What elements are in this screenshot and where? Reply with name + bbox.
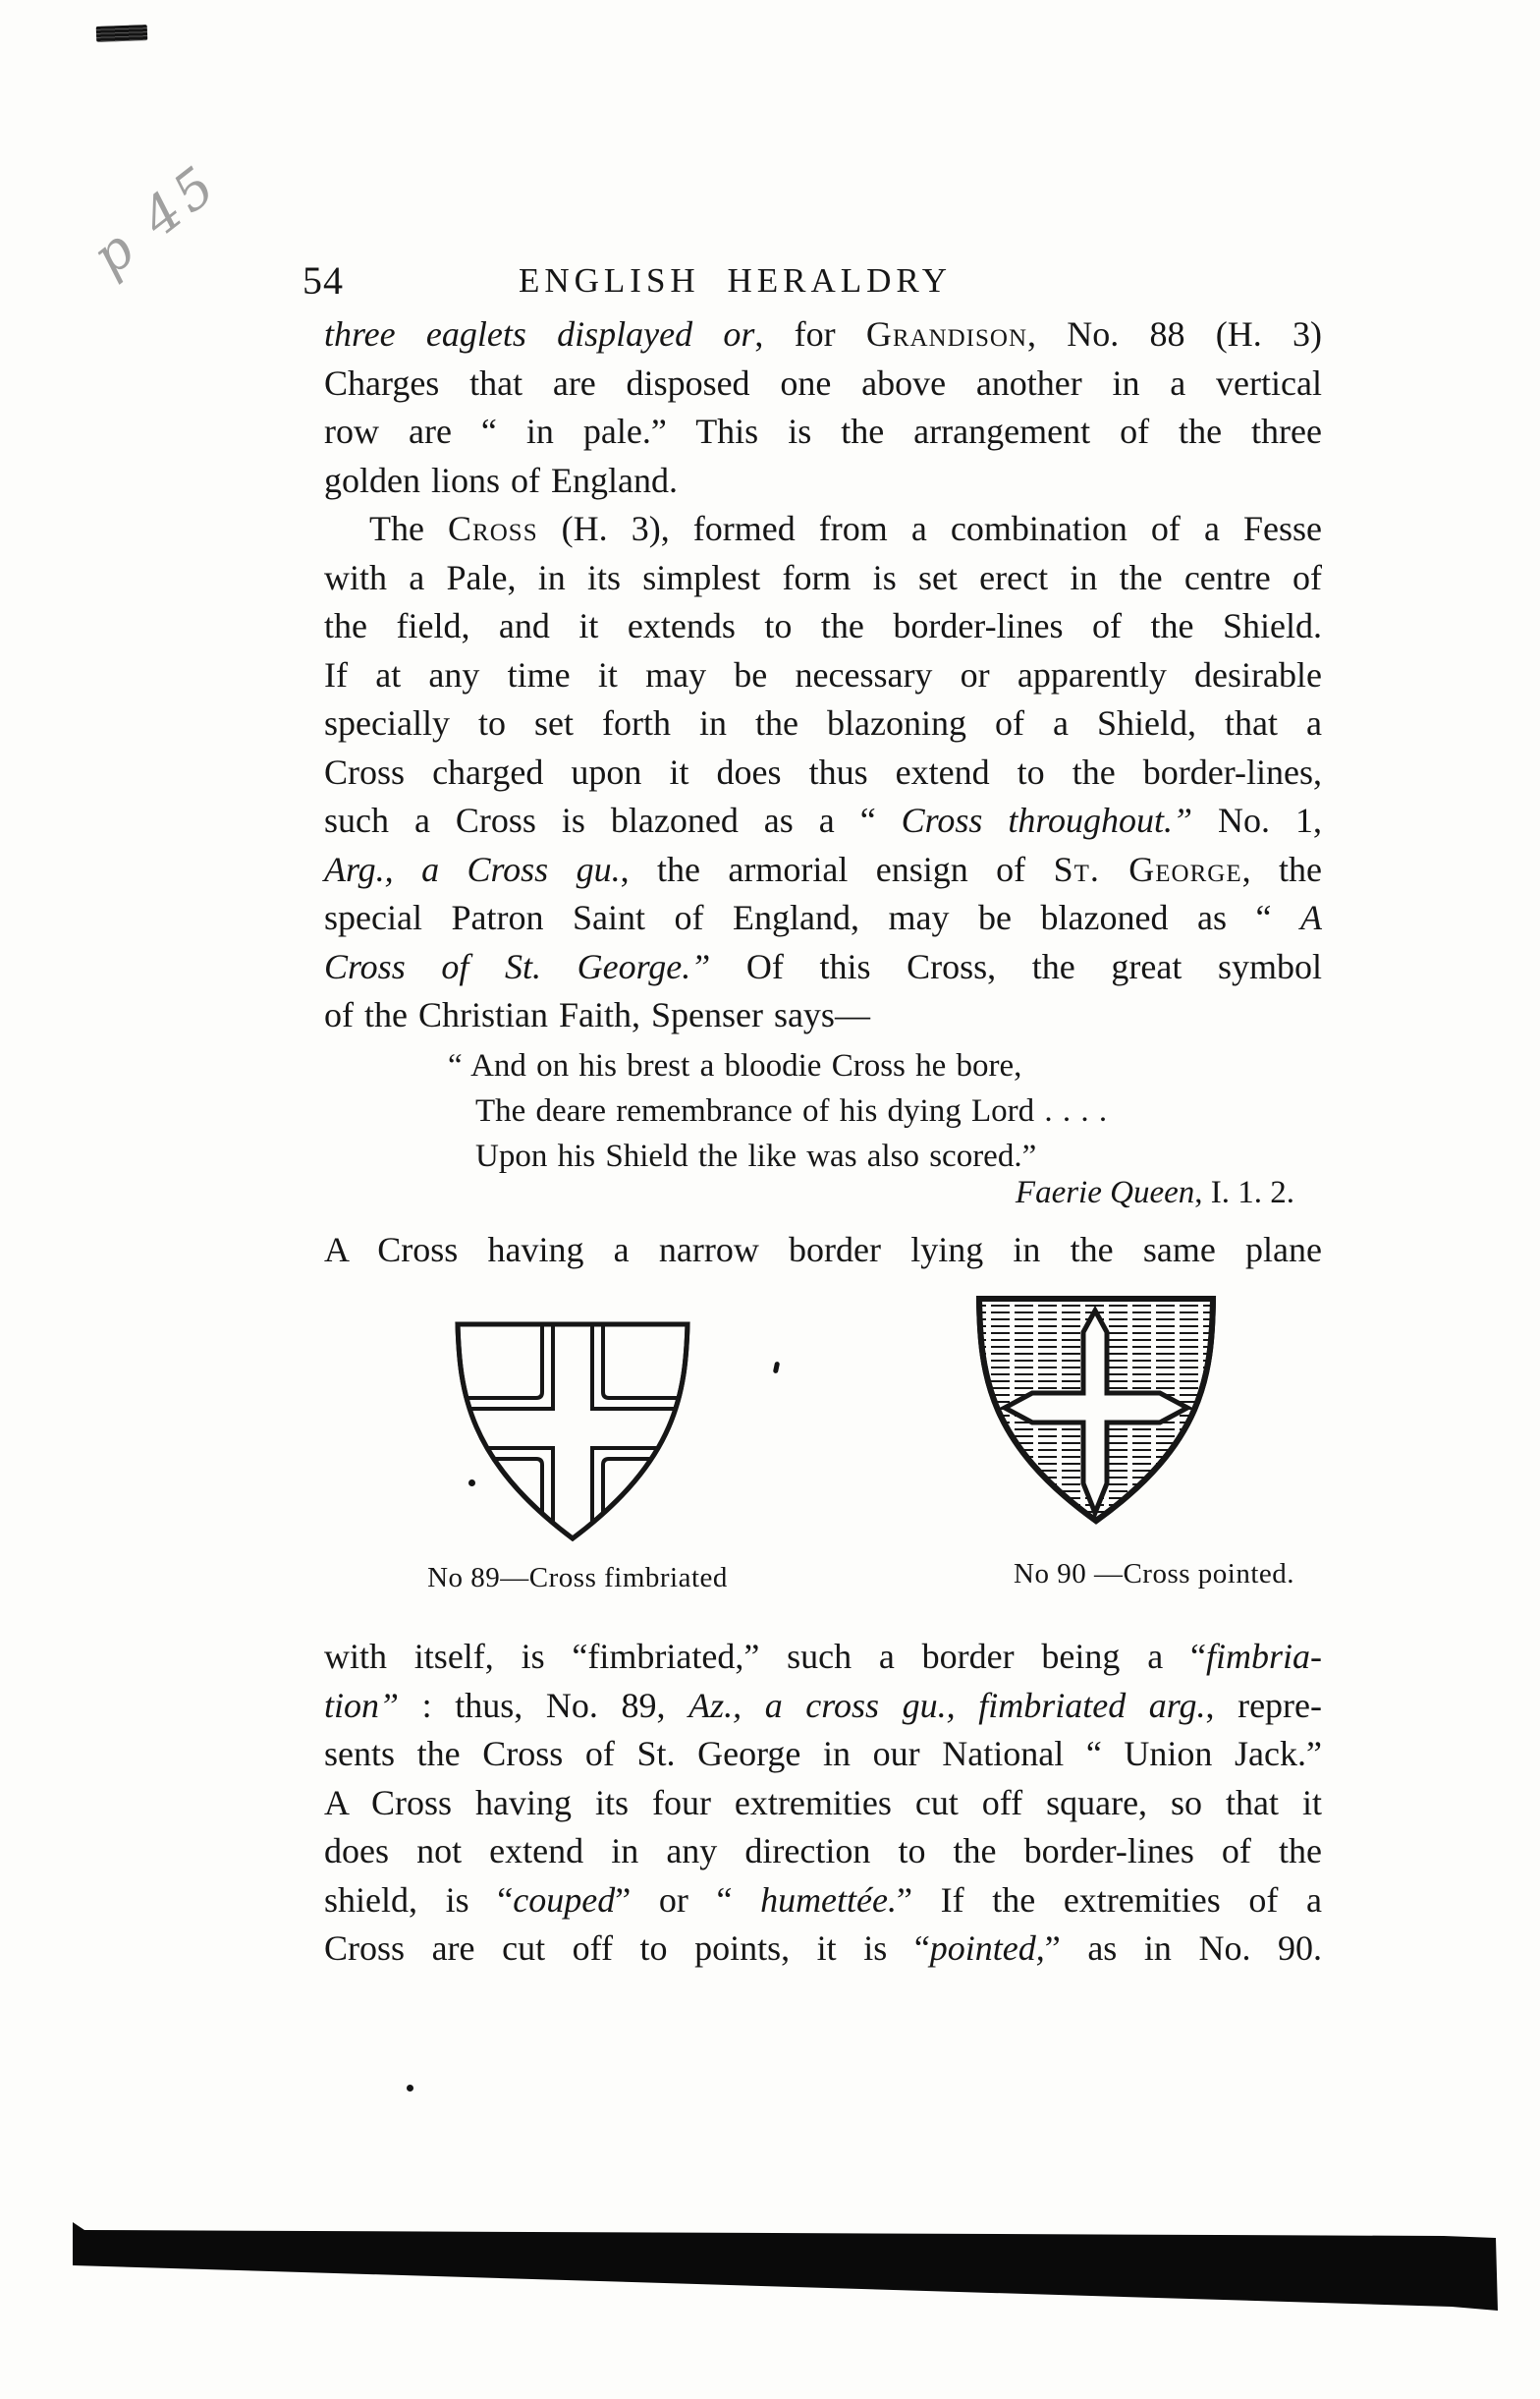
ink-speck [773,1362,780,1374]
page-number: 54 [302,258,344,303]
figure-caption-right: No 90 —Cross pointed. [1014,1558,1294,1590]
spenser-quotation: “ And on his brest a bloodie Cross he bore, The deare remembrance of his dying Lord . . . . Upon his Shield the like was also scored.” [448,1048,1108,1174]
attribution-reference: , I. 1. 2. [1194,1175,1294,1210]
scan-shadow-bar [0,2208,1540,2326]
running-title: ENGLISH HERALDRY [519,261,953,300]
figure-caption-left: No 89—Cross fimbriated [427,1562,728,1593]
pencil-inscription: p 45 [80,151,231,288]
paragraph-opening: three eaglets displayed or, for Grandison, No. 88 (H. 3) Charges that are disposed one above another in a vertical row are “ in pale.” This is the arrangement of the three golden lions of England. [324,314,1322,500]
paragraph-the-cross: The Cross (H. 3), formed from a combination of a Fesse with a Pale, in its simplest form is set erect in the centre of the field, and it extends to the border-lines of the Shield. If at any time it may be necessary or apparently desirable specially to set forth in the blazoning of a Shield, that a Cross charged upon it does thus extend to the border-lines, such a Cross is blazoned as a “ Cross throughout.” No. 1, Arg., a Cross gu., the armorial ensign of St. George, the special Patron Saint of England, may be blazoned as “ A Cross of St. George.” Of this Cross, the great symbol of the Christian Faith, Spenser says— [324,509,1323,1034]
ink-speck [468,1479,475,1486]
scan-smudge-artifact [96,25,148,42]
cross-fimbriated-shield-illustration [444,1314,701,1548]
ink-speck [407,2085,413,2092]
attribution-work-title: Faerie Queen [1015,1175,1195,1210]
paragraph-bridge-line: A Cross having a narrow border lying in the same plane [324,1230,1322,1269]
quotation-attribution [324,1175,1322,1211]
cross-pointed-shield-illustration [967,1289,1225,1531]
paragraph-fimbriated: with itself, is “fimbriated,” such a border being a “fimbria- tion” : thus, No. 89, Az., a cross gu., fimbriated arg., repre- sents the Cross of St. George in our National “ Union Jack.” A Cross having its four extremities cut off square, so that it does not extend in any direction to the border-lines of the shield, is “couped” or “ humettée.” If the extremities of a Cross are cut off to points, it is “pointed,” as in No. 90. [324,1637,1323,1968]
